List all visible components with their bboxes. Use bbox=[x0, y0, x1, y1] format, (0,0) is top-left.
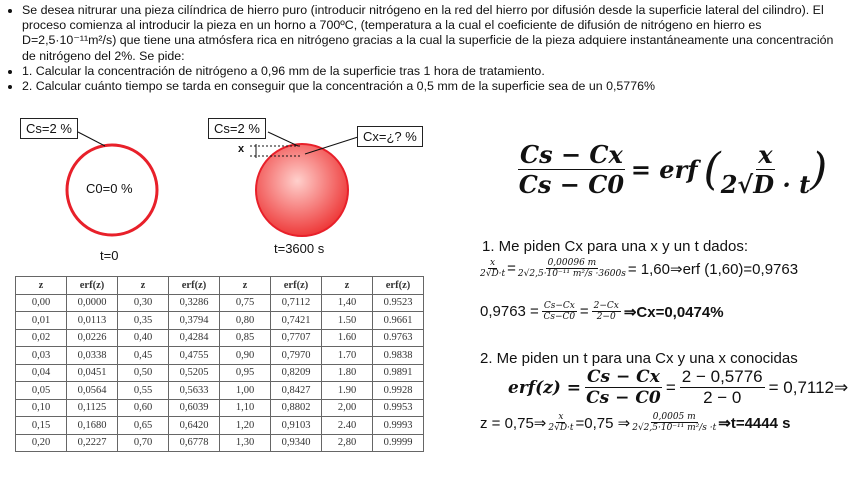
table-cell: 0,0451 bbox=[67, 364, 118, 382]
table-cell: 0,60 bbox=[118, 399, 169, 417]
formula-arg-num: x bbox=[758, 140, 773, 169]
bullet: • 1. Calcular la concentración de nitrógeno a 0,96 mm de la superficie tras 1 hora de tratamiento. bbox=[22, 64, 840, 79]
math-text: 0,00096 m bbox=[547, 258, 597, 268]
table-cell: 0.9523 bbox=[373, 294, 424, 312]
sol2-title: 2. Me piden un t para una Cx y una x conocidas bbox=[480, 350, 798, 367]
cs-label-right bbox=[208, 118, 266, 139]
column-header: erf(z) bbox=[373, 277, 424, 295]
table-cell: 2,80 bbox=[322, 434, 373, 452]
table-cell: 0,2227 bbox=[67, 434, 118, 452]
table-cell: 0,15 bbox=[16, 417, 67, 435]
table-cell: 0.9993 bbox=[373, 417, 424, 435]
column-header: z bbox=[16, 277, 67, 295]
table-cell: 0,7112 bbox=[271, 294, 322, 312]
math-text: Cs−C0 bbox=[543, 312, 576, 322]
table-row bbox=[16, 434, 424, 452]
math-text: 0,9763 = bbox=[480, 303, 539, 320]
sol1-line1: $\frac{x}{2√D\cdot t}$ = $\frac{0,00096 m}{\text{2√2,5·10⁻¹¹ m²/s ·3600s}}$ = 1,60⇒erf (1,60)=0,9763 bbox=[480, 258, 799, 279]
math-text: 0,0005 m bbox=[652, 412, 696, 422]
table-cell: 0,45 bbox=[118, 347, 169, 365]
table-cell: 0.9953 bbox=[373, 399, 424, 417]
table-cell: 1,20 bbox=[220, 417, 271, 435]
math-text: =0,75 ⇒ bbox=[575, 414, 631, 432]
math-text: Cs−Cx bbox=[543, 301, 575, 311]
table-cell: 0,65 bbox=[118, 417, 169, 435]
table-row bbox=[16, 382, 424, 400]
table-cell: 0,6039 bbox=[169, 399, 220, 417]
x-label: x bbox=[238, 143, 245, 155]
table-cell: 0,20 bbox=[16, 434, 67, 452]
table-cell: 0,70 bbox=[118, 434, 169, 452]
bullet: • 2. Calcular cuánto tiempo se tarda en conseguir que la concentración a 0,5 mm de la superficie sea de un 0,5776% bbox=[22, 79, 840, 94]
sol2-line1: erf(z) = $\frac{Cs - Cx}{Cs - C0}$ = $\frac{2 - 0,5776}{2 - 0}$ = 0,7112⇒ bbox=[508, 367, 848, 408]
math-text: Cs=2 % bbox=[214, 121, 260, 136]
table-cell: 0.9763 bbox=[373, 329, 424, 347]
table-cell: 0,8427 bbox=[271, 382, 322, 400]
table-cell: 0,7421 bbox=[271, 312, 322, 330]
table-cell: 0,85 bbox=[220, 329, 271, 347]
math-text: z = 0,75⇒ bbox=[480, 414, 547, 432]
sol2-line2 bbox=[480, 412, 790, 433]
table-cell: 0,35 bbox=[118, 312, 169, 330]
table-row bbox=[16, 294, 424, 312]
formula-numerator: Cs − Cx bbox=[520, 140, 623, 169]
math-text: x bbox=[558, 412, 564, 422]
bullet: • Se desea nitrurar una pieza cilíndrica de hierro puro (introducir nitrógeno en la red del hierro por difusión desde la superficie lateral del cilindro). El proceso comienza al introducir la pieza en un horno a 700ºC, (temperatura a la cual el coeficiente de difusión de nitrógeno en hierro es D=2,5·10⁻¹¹m²/s) que tiene una atmósfera rica en nitrógeno gracias a la cual la superficie de la pieza adquiere instantáneamente una concentración de nitrógeno del 2%. Se pide: bbox=[22, 3, 840, 64]
t1-label: t=3600 s bbox=[274, 241, 325, 256]
table-cell: 0,3794 bbox=[169, 312, 220, 330]
table-cell: 0,10 bbox=[16, 399, 67, 417]
table-cell: 1.70 bbox=[322, 347, 373, 365]
table-cell: 0,3286 bbox=[169, 294, 220, 312]
math-text: Cs − Cx bbox=[587, 367, 660, 387]
table-cell: 0,0564 bbox=[67, 382, 118, 400]
column-header: erf(z) bbox=[169, 277, 220, 295]
table-cell: 0,50 bbox=[118, 364, 169, 382]
column-header: z bbox=[118, 277, 169, 295]
table-cell: 0.9891 bbox=[373, 364, 424, 382]
math-text: ⇒Cx=0,0474% bbox=[623, 303, 724, 321]
c0-label: C0=0 % bbox=[86, 181, 133, 196]
table-row bbox=[16, 364, 424, 382]
table-cell: 0,90 bbox=[220, 347, 271, 365]
table-cell: 0,0338 bbox=[67, 347, 118, 365]
math-text: = 0,7112⇒ bbox=[768, 377, 848, 397]
table-cell: 0,4284 bbox=[169, 329, 220, 347]
table-cell: 0,0226 bbox=[67, 329, 118, 347]
table-cell: 1,10 bbox=[220, 399, 271, 417]
table-row bbox=[16, 399, 424, 417]
table-cell: 1,30 bbox=[220, 434, 271, 452]
table-cell: 0,80 bbox=[220, 312, 271, 330]
table-cell: 0,8209 bbox=[271, 364, 322, 382]
table-cell: 1.60 bbox=[322, 329, 373, 347]
table-cell: 0.9661 bbox=[373, 312, 424, 330]
table-cell: 2,00 bbox=[322, 399, 373, 417]
table-cell: 0,6420 bbox=[169, 417, 220, 435]
table-cell: 1,40 bbox=[322, 294, 373, 312]
table-cell: 1.50 bbox=[322, 312, 373, 330]
table-cell: 0,0000 bbox=[67, 294, 118, 312]
math-text: Cs − C0 bbox=[586, 388, 661, 408]
table-cell: 0,55 bbox=[118, 382, 169, 400]
table-cell: 0,9340 bbox=[271, 434, 322, 452]
math-text: 2 − 0,5776 bbox=[681, 367, 763, 386]
column-header: z bbox=[220, 277, 271, 295]
math-text: x bbox=[490, 258, 496, 268]
table-cell: 2.40 bbox=[322, 417, 373, 435]
sol1-line2: 0,9763 = $\frac{Cs-Cx}{Cs-C0}$ = $\frac{2-Cx}{2-0}$ ⇒Cx=0,0474% bbox=[480, 301, 724, 322]
formula-arg-den: 2√D · t bbox=[720, 170, 811, 199]
table-cell: 0,8802 bbox=[271, 399, 322, 417]
table-row bbox=[16, 329, 424, 347]
table-cell: 0,0113 bbox=[67, 312, 118, 330]
cylinder-t1 bbox=[256, 144, 348, 236]
table-row bbox=[16, 312, 424, 330]
table-cell: 0,7970 bbox=[271, 347, 322, 365]
math-text: 2√D·t bbox=[548, 423, 574, 433]
table-cell: 0,7707 bbox=[271, 329, 322, 347]
table-cell: 0,5633 bbox=[169, 382, 220, 400]
math-text: Cs=2 % bbox=[26, 121, 72, 136]
table-cell: 0.9928 bbox=[373, 382, 424, 400]
table-row bbox=[16, 417, 424, 435]
table-cell: 0,01 bbox=[16, 312, 67, 330]
table-cell: 0,9103 bbox=[271, 417, 322, 435]
math-text: 2−0 bbox=[596, 312, 616, 322]
math-text: Cx=¿? % bbox=[363, 129, 417, 144]
math-text: 2 − 0 bbox=[703, 388, 742, 407]
table-cell: 0,00 bbox=[16, 294, 67, 312]
t0-label: t=0 bbox=[100, 248, 119, 263]
main-formula: $\frac{Cs - Cx}{Cs - C0}$ = erf ( $\frac{x}{2√D \cdot t}$ ) bbox=[518, 140, 828, 199]
math-text: 2√D·t bbox=[480, 269, 506, 279]
table-cell: 0,5205 bbox=[169, 364, 220, 382]
cs-label-left bbox=[20, 118, 78, 139]
problem-statement bbox=[4, 3, 840, 94]
math-text: 2−Cx bbox=[593, 301, 619, 311]
cx-label bbox=[357, 126, 423, 147]
erf-table bbox=[15, 276, 424, 452]
table-cell: 0.9999 bbox=[373, 434, 424, 452]
table-row bbox=[16, 347, 424, 365]
column-header: erf(z) bbox=[67, 277, 118, 295]
table-cell: 0,95 bbox=[220, 364, 271, 382]
column-header: erf(z) bbox=[271, 277, 322, 295]
formula-erf: = erf bbox=[630, 155, 698, 184]
math-text: ⇒t=4444 s bbox=[718, 414, 791, 432]
table-cell: 1.80 bbox=[322, 364, 373, 382]
table-cell: 0,1680 bbox=[67, 417, 118, 435]
table-cell: 0,6778 bbox=[169, 434, 220, 452]
formula-denominator: Cs − C0 bbox=[518, 170, 625, 199]
table-cell: 0,30 bbox=[118, 294, 169, 312]
table-cell: 0,1125 bbox=[67, 399, 118, 417]
math-text: 2√2,5·10⁻¹¹ m²/s ·t bbox=[632, 423, 717, 433]
table-cell: 0,05 bbox=[16, 382, 67, 400]
column-header: z bbox=[322, 277, 373, 295]
table-cell: 0,4755 bbox=[169, 347, 220, 365]
math-text: erf(z) = bbox=[508, 377, 581, 398]
table-cell: 0.9838 bbox=[373, 347, 424, 365]
math-text: 2√2,5·10⁻¹¹ m²/s ·3600s bbox=[517, 269, 626, 279]
sol1-title: 1. Me piden Cx para una x y un t dados: bbox=[482, 238, 748, 255]
table-cell: 0,04 bbox=[16, 364, 67, 382]
table-cell: 0,75 bbox=[220, 294, 271, 312]
table-cell: 1,00 bbox=[220, 382, 271, 400]
table-cell: 0,40 bbox=[118, 329, 169, 347]
table-cell: 0,03 bbox=[16, 347, 67, 365]
table-cell: 1.90 bbox=[322, 382, 373, 400]
math-text: = 1,60⇒erf (1,60)=0,9763 bbox=[627, 260, 799, 278]
table-cell: 0,02 bbox=[16, 329, 67, 347]
